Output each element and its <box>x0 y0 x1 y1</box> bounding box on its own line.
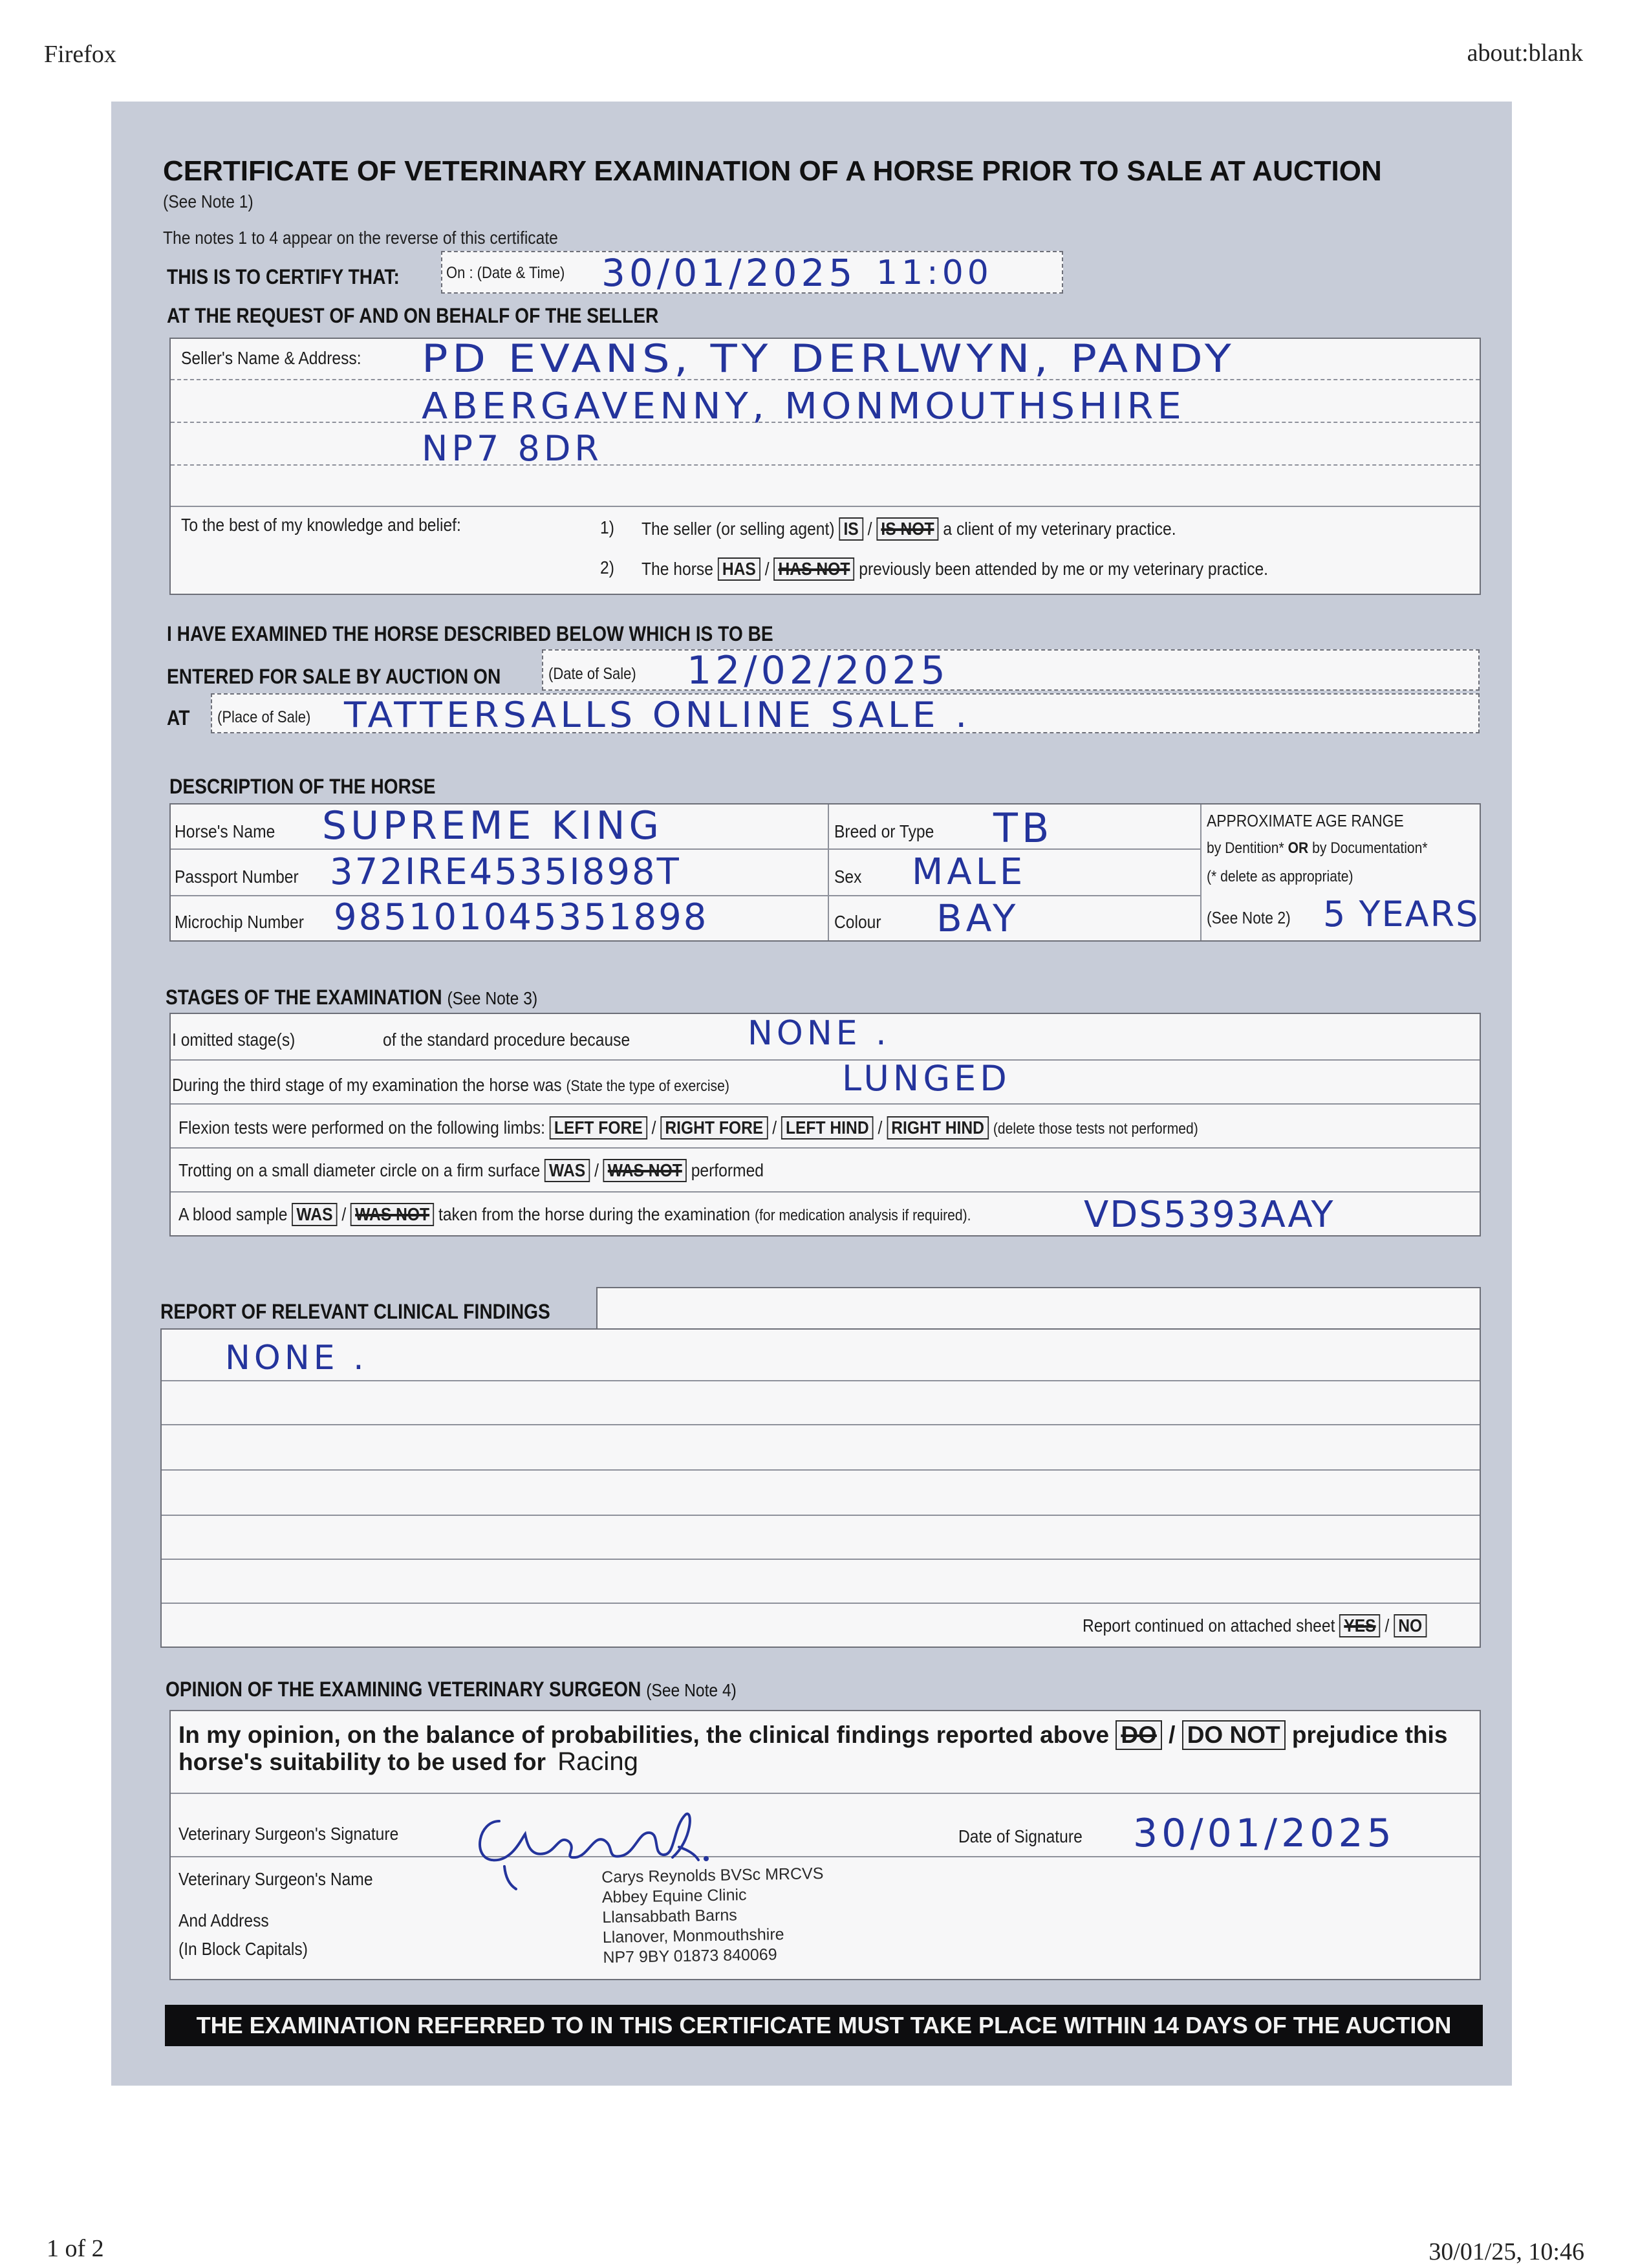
sale-date-box <box>542 649 1480 691</box>
description-heading: DESCRIPTION OF THE HORSE <box>169 775 436 798</box>
continued-yes-struck[interactable]: YES <box>1339 1614 1380 1637</box>
knowledge-label: To the best of my knowledge and belief: <box>181 515 461 535</box>
blood-was-not-struck[interactable]: WAS NOT <box>350 1203 434 1226</box>
sale-date-label: (Date of Sale) <box>548 665 636 683</box>
report-continued: Report continued on attached sheet YES / NO <box>1083 1614 1427 1637</box>
notes-line: The notes 1 to 4 appear on the reverse of this certificate <box>163 228 558 248</box>
footer-banner-text: THE EXAMINATION REFERRED TO IN THIS CERTIFICATE MUST TAKE PLACE WITHIN 14 DAYS OF THE AUCTION <box>196 2012 1452 2038</box>
vet-address-label: And Address <box>178 1910 269 1930</box>
sale-place: TATTERSALLS ONLINE SALE . <box>344 695 971 735</box>
stamp-address-1: Llansabbath Barns <box>602 1906 738 1927</box>
signature-date: 30/01/2025 <box>1133 1811 1396 1856</box>
blood-line: A blood sample WAS / WAS NOT taken from the horse during the examination (for medication analysis if required). <box>178 1203 971 1226</box>
breed-label: Breed or Type <box>834 821 934 841</box>
blood-sample-ref: VDS5393AAY <box>1084 1194 1335 1236</box>
seller-label: Seller's Name & Address: <box>181 348 361 368</box>
colour-label: Colour <box>834 912 881 932</box>
passport-number: 372IRE4535I898T <box>330 851 681 893</box>
opinion-heading: OPINION OF THE EXAMINING VETERINARY SURGEON (See Note 4) <box>166 1678 737 1701</box>
age-delete-hint: (* delete as appropriate) <box>1207 868 1353 885</box>
practice-stamp <box>601 1864 825 1968</box>
signature-date-label: Date of Signature <box>958 1826 1083 1846</box>
stamp-address-2: Llanover, Monmouthshire <box>602 1925 784 1947</box>
footer-banner <box>165 2005 1483 2046</box>
age-value: 5 YEARS <box>1323 894 1480 934</box>
age-title: APPROXIMATE AGE RANGE <box>1207 811 1404 830</box>
option-has-not-struck[interactable]: HAS NOT <box>773 557 854 581</box>
age-note: (See Note 2) <box>1207 908 1291 927</box>
knowledge-statement-2: The horse HAS / HAS NOT previously been attended by me or my veterinary practice. <box>641 557 1268 581</box>
knowledge-num-1: 1) <box>600 517 614 537</box>
microchip-number: 985101045351898 <box>334 896 709 938</box>
sex-value: MALE <box>912 851 1027 893</box>
breed-value: TB <box>993 805 1053 852</box>
opinion-do-struck[interactable]: DO <box>1116 1720 1162 1750</box>
browser-app-name: Firefox <box>44 41 116 68</box>
exam-time: 11:00 <box>876 254 993 292</box>
option-is-not-struck[interactable]: IS NOT <box>876 517 938 541</box>
option-is[interactable]: IS <box>839 517 863 541</box>
flexion-left-fore[interactable]: LEFT FORE <box>550 1116 647 1139</box>
knowledge-statement-1: The seller (or selling agent) IS / IS NOT a client of my veterinary practice. <box>641 517 1176 541</box>
print-timestamp: 30/01/25, 10:46 <box>1428 2238 1584 2265</box>
exam-date: 30/01/2025 <box>601 251 857 295</box>
trotting-line: Trotting on a small diameter circle on a firm surface WAS / WAS NOT performed <box>178 1159 764 1182</box>
examined-line-1: I HAVE EXAMINED THE HORSE DESCRIBED BELOW WHICH IS TO BE <box>167 622 773 645</box>
on-date-time-label: On : (Date & Time) <box>446 264 565 282</box>
statement-2-text: The horse <box>641 559 713 579</box>
opinion-do-not[interactable]: DO NOT <box>1182 1720 1286 1750</box>
opinion-text-1: In my opinion, on the balance of probabilities, the clinical findings reported above DO / DO NOT prejudice this <box>178 1720 1447 1750</box>
horse-name-label: Horse's Name <box>175 821 275 841</box>
age-methods: by Dentition* OR by Documentation* <box>1207 839 1428 857</box>
stamp-clinic: Abbey Equine Clinic <box>601 1886 747 1906</box>
flexion-left-hind[interactable]: LEFT HIND <box>781 1116 874 1139</box>
horse-name: SUPREME KING <box>322 803 663 848</box>
stages-heading: STAGES OF THE EXAMINATION (See Note 3) <box>166 986 538 1009</box>
third-stage-label: During the third stage of my examination the horse was (State the type of exercise) <box>172 1075 729 1095</box>
sale-date: 12/02/2025 <box>687 648 949 693</box>
passport-label: Passport Number <box>175 867 299 887</box>
flexion-right-fore[interactable]: RIGHT FORE <box>660 1116 768 1139</box>
block-capitals-label: (In Block Capitals) <box>178 1939 308 1959</box>
continued-no[interactable]: NO <box>1394 1614 1427 1637</box>
trot-was-not-struck[interactable]: WAS NOT <box>603 1159 687 1182</box>
vet-name-label: Veterinary Surgeon's Name <box>178 1869 373 1889</box>
colour-value: BAY <box>936 896 1020 940</box>
omitted-because: of the standard procedure because <box>383 1030 630 1050</box>
stamp-vet-name: Carys Reynolds BVSc MRCVS <box>601 1864 824 1886</box>
report-findings: NONE . <box>225 1339 368 1377</box>
stamp-postcode-phone: NP7 9BY 01873 840069 <box>603 1945 777 1967</box>
flexion-right-hind[interactable]: RIGHT HIND <box>887 1116 989 1139</box>
examined-line-2: ENTERED FOR SALE BY AUCTION ON <box>167 665 501 688</box>
option-has[interactable]: HAS <box>718 557 760 581</box>
sale-place-label: (Place of Sale) <box>217 708 311 726</box>
trot-was[interactable]: WAS <box>544 1159 590 1182</box>
at-label: AT <box>167 706 190 729</box>
see-note-1: (See Note 1) <box>163 191 253 211</box>
browser-url: about:blank <box>1467 39 1583 67</box>
third-stage-value: LUNGED <box>842 1058 1011 1099</box>
request-label: AT THE REQUEST OF AND ON BEHALF OF THE SELLER <box>167 304 659 327</box>
report-heading: REPORT OF RELEVANT CLINICAL FINDINGS <box>160 1300 550 1323</box>
blood-was[interactable]: WAS <box>292 1203 337 1226</box>
knowledge-num-2: 2) <box>600 557 614 578</box>
intended-use: Racing <box>557 1747 638 1776</box>
page-number: 1 of 2 <box>47 2235 104 2262</box>
flexion-line: Flexion tests were performed on the following limbs: LEFT FORE / RIGHT FORE / LEFT HIND / RIGHT HIND (delete those tests not performed) <box>178 1116 1198 1139</box>
certify-label: THIS IS TO CERTIFY THAT: <box>167 265 400 288</box>
seller-line-2: ABERGAVENNY, MONMOUTHSHIRE <box>422 385 1186 427</box>
opinion-text-2: horse's suitability to be used for Racing <box>178 1747 638 1776</box>
omitted-value: NONE . <box>748 1014 890 1053</box>
seller-line-1: PD EVANS, TY DERLWYN, PANDY <box>422 336 1236 382</box>
seller-line-3: NP7 8DR <box>422 428 603 469</box>
report-header-box <box>596 1287 1481 1330</box>
omitted-label: I omitted stage(s) <box>172 1030 296 1050</box>
microchip-label: Microchip Number <box>175 912 304 932</box>
sex-label: Sex <box>834 867 862 887</box>
signature-label: Veterinary Surgeon's Signature <box>178 1824 399 1844</box>
certificate-title: CERTIFICATE OF VETERINARY EXAMINATION OF A HORSE PRIOR TO SALE AT AUCTION <box>163 155 1382 187</box>
statement-1-text: The seller (or selling agent) <box>641 519 835 539</box>
